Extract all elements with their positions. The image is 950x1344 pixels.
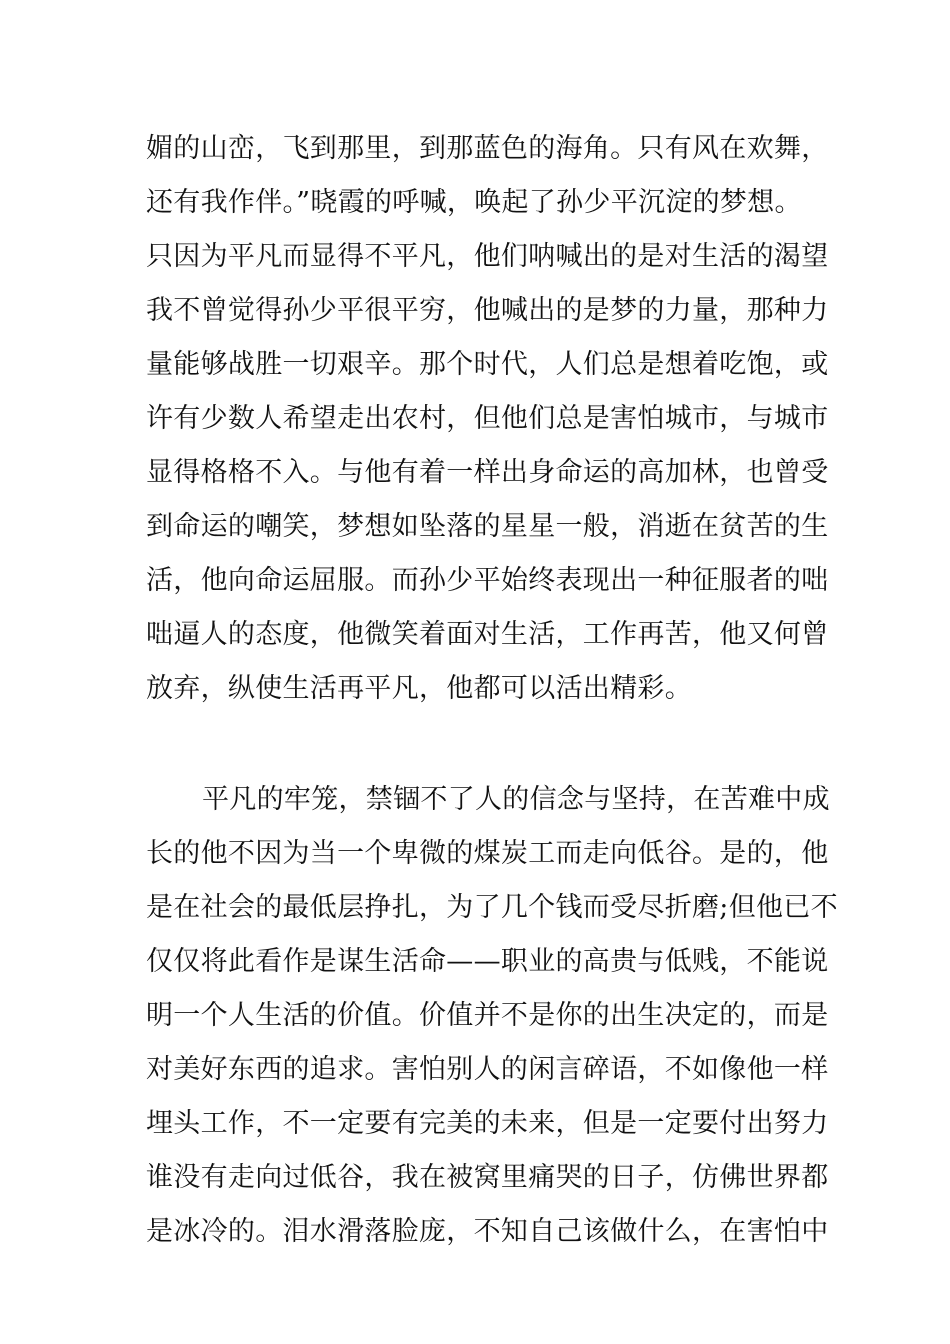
paragraph-line: 到命运的嘲笑，梦想如坠落的星星一般，消逝在贫苦的生 bbox=[146, 511, 829, 542]
paragraph-2 bbox=[146, 773, 838, 1259]
paragraph-1 bbox=[146, 122, 829, 716]
paragraph-line: 活，他向命运屈服。而孙少平始终表现出一种征服者的咄 bbox=[146, 565, 829, 596]
paragraph-line: 咄逼人的态度，他微笑着面对生活，工作再苦，他又何曾 bbox=[146, 619, 829, 650]
paragraph-line: 我不曾觉得孙少平很平穷，他喊出的是梦的力量，那种力 bbox=[146, 295, 829, 326]
paragraph-line: 许有少数人希望走出农村，但他们总是害怕城市，与城市 bbox=[146, 403, 829, 434]
paragraph-line: 对美好东西的追求。害怕别人的闲言碎语，不如像他一样 bbox=[146, 1054, 829, 1085]
paragraph-line: 长的他不因为当一个卑微的煤炭工而走向低谷。是的，他 bbox=[146, 838, 829, 869]
paragraph-line: 仅仅将此看作是谋生活命——职业的高贵与低贱，不能说 bbox=[146, 946, 829, 977]
paragraph-first-line: 平凡的牢笼，禁锢不了人的信念与坚持，在苦难中成 bbox=[202, 784, 830, 815]
paragraph-line: 是冰冷的。泪水滑落脸庞，不知自己该做什么，在害怕中 bbox=[146, 1216, 829, 1247]
paragraph-line: 放弃，纵使生活再平凡，他都可以活出精彩。 bbox=[146, 673, 692, 704]
paragraph-line: 是在社会的最低层挣扎，为了几个钱而受尽折磨;但他已不 bbox=[146, 892, 838, 923]
paragraph-line: 谁没有走向过低谷，我在被窝里痛哭的日子，仿佛世界都 bbox=[146, 1162, 829, 1193]
paragraph-line: 媚的山峦，飞到那里，到那蓝色的海角。只有风在欢舞， bbox=[146, 133, 829, 164]
paragraph-line: 只因为平凡而显得不平凡，他们呐喊出的是对生活的渴望 bbox=[146, 241, 829, 272]
paragraph-line: 明一个人生活的价值。价值并不是你的出生决定的，而是 bbox=[146, 1000, 829, 1031]
paragraph-line: 显得格格不入。与他有着一样出身命运的高加林，也曾受 bbox=[146, 457, 829, 488]
paragraph-line: 埋头工作，不一定要有完美的未来，但是一定要付出努力 bbox=[146, 1108, 829, 1139]
paragraph-line: 量能够战胜一切艰辛。那个时代，人们总是想着吃饱，或 bbox=[146, 349, 829, 380]
paragraph-line: 还有我作伴。”晓霞的呼喊，唤起了孙少平沉淀的梦想。 bbox=[146, 187, 802, 218]
